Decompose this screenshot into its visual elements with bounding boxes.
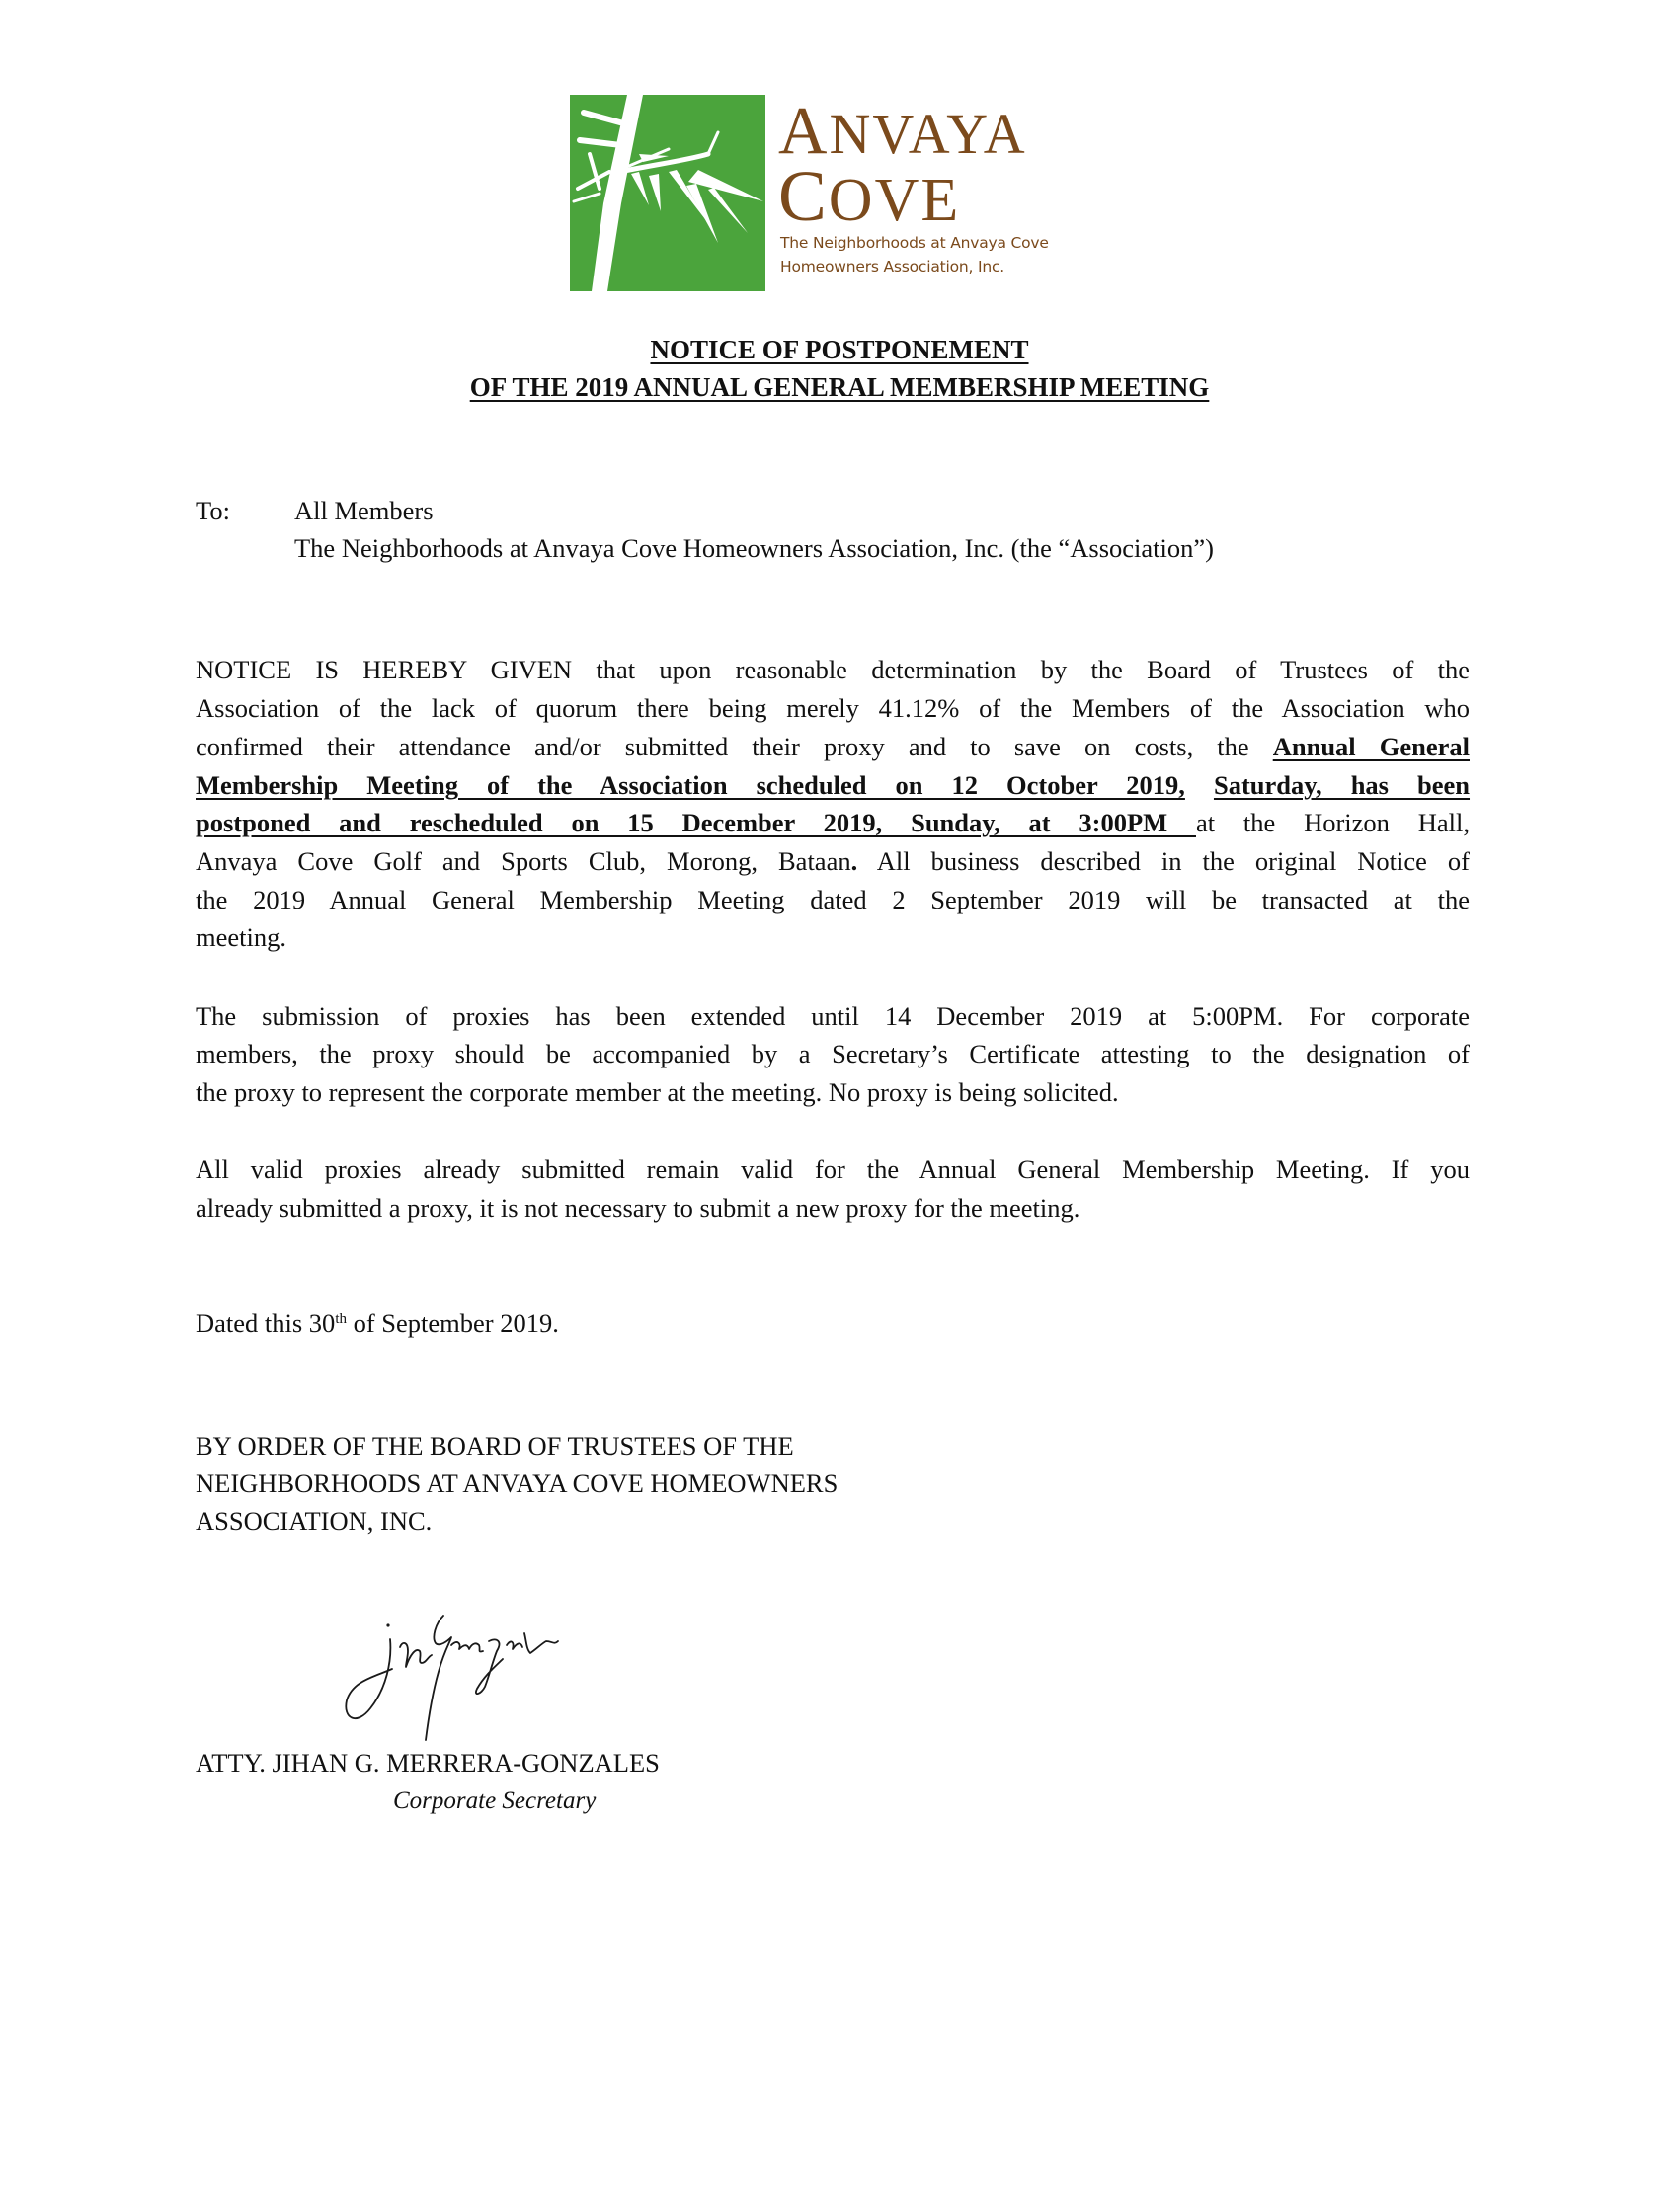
association-logo [570, 95, 1113, 292]
by-order-line2: NEIGHBORHOODS AT ANVAYA COVE HOMEOWNERS [196, 1468, 839, 1498]
notice-title-line1: NOTICE OF POSTPONEMENT [650, 335, 1029, 364]
by-order-line1: BY ORDER OF THE BOARD OF TRUSTEES OF THE [196, 1431, 794, 1461]
meeting-name-emphasis: Annual General [1272, 732, 1470, 761]
paragraph1-line5: postponed and rescheduled on 15 December 2019, Sunday, at 3:00PM at the Horizon Hall, [196, 808, 1470, 837]
signatory-title: Corporate Secretary [393, 1787, 597, 1814]
new-date-emphasis: postponed and rescheduled on 15 December 2019, Sunday, at 3:00PM [196, 808, 1196, 837]
logo-subtitle-line2: Homeowners Association, Inc. [780, 258, 1005, 276]
paragraph2-line1: The submission of proxies has been extended until 14 December 2019 at 5:00PM. For corporate [196, 1001, 1470, 1031]
paragraph2-line2: members, the proxy should be accompanied by a Secretary’s Certificate attesting to the designation of [196, 1039, 1470, 1068]
addressee-line2: The Neighborhoods at Anvaya Cove Homeowners Association, Inc. (the “Association”) [294, 533, 1214, 563]
notice-title-line2: OF THE 2019 ANNUAL GENERAL MEMBERSHIP MEETING [469, 372, 1210, 402]
paragraph2-line3: the proxy to represent the corporate member at the meeting. No proxy is being solicited. [196, 1077, 1119, 1107]
paragraph1-line7: the 2019 Annual General Membership Meeting dated 2 September 2019 will be transacted at the [196, 885, 1470, 914]
bamboo-logo-icon [570, 95, 765, 291]
logo-wordmark-anvaya: ANVAYA [778, 93, 1027, 168]
by-order-line3: ASSOCIATION, INC. [196, 1506, 433, 1536]
paragraph1-line4 [196, 772, 1470, 799]
paragraph1-line1: NOTICE IS HEREBY GIVEN that upon reasonable determination by the Board of Trustees of the [196, 655, 1470, 684]
paragraph1-line2: Association of the lack of quorum there being merely 41.12% of the Members of the Association who [196, 693, 1470, 723]
paragraph1-line6: Anvaya Cove Golf and Sports Club, Morong, Bataan. All business described in the original Notice of [196, 846, 1470, 876]
paragraph1-line8: meeting. [196, 922, 286, 952]
dated-line: Dated this 30th of September 2019. [196, 1308, 559, 1338]
logo-subtitle-line1: The Neighborhoods at Anvaya Cove [780, 234, 1049, 252]
logo-wordmark-cove: COVE [778, 156, 961, 236]
paragraph3-line1: All valid proxies already submitted remain valid for the Annual General Membership Meeting. If you [196, 1154, 1470, 1184]
addressee-line1: All Members [294, 496, 434, 525]
paragraph1-line3: confirmed their attendance and/or submitted their proxy and to save on costs, the Annual General [196, 732, 1470, 761]
signatory-name: ATTY. JIHAN G. MERRERA-GONZALES [196, 1748, 660, 1778]
to-label: To: [196, 496, 230, 525]
signature-image [341, 1612, 627, 1750]
original-date-emphasis: Membership Meeting of the Association scheduled on 12 October 2019, [196, 770, 1185, 800]
paragraph3-line2: already submitted a proxy, it is not necessary to submit a new proxy for the meeting. [196, 1193, 1080, 1223]
postponed-emphasis: Saturday, has been [1213, 770, 1471, 800]
